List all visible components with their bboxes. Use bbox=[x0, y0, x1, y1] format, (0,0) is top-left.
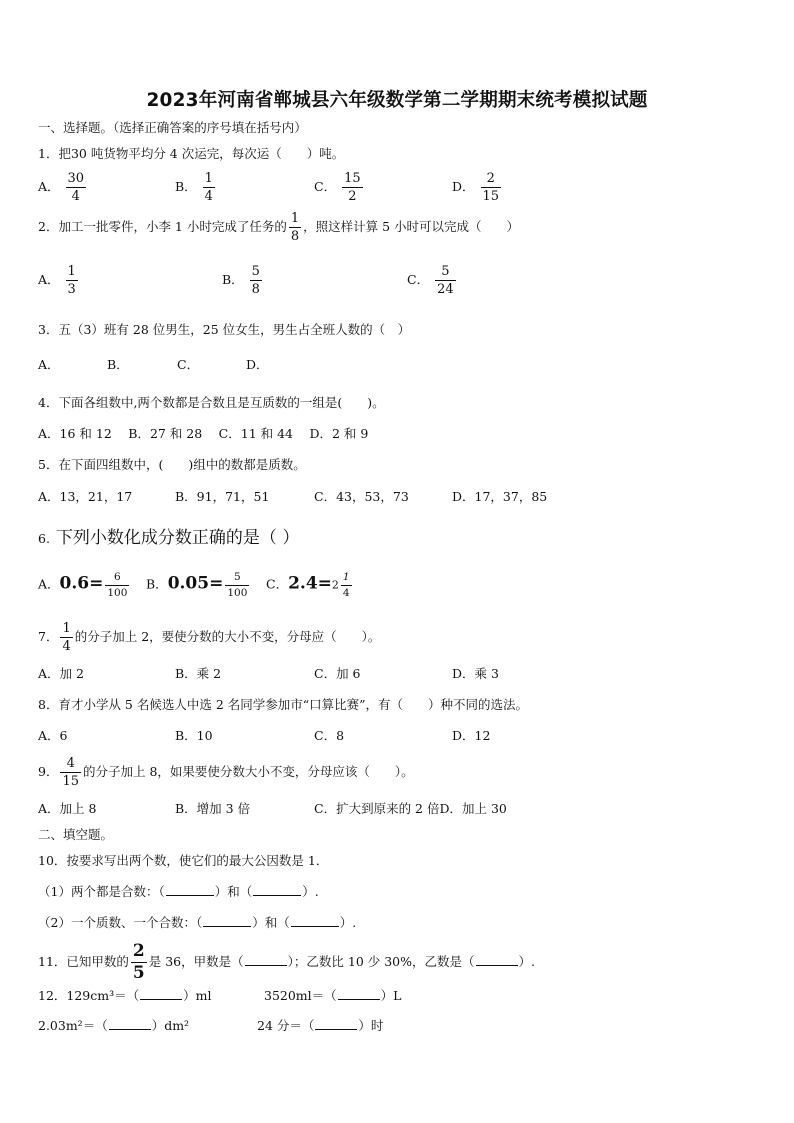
q1-option-c[interactable]: C． $\frac{15}{2}$ bbox=[314, 171, 361, 204]
answer-blank[interactable] bbox=[315, 1018, 357, 1030]
answer-blank[interactable] bbox=[476, 954, 518, 966]
q6-option-a[interactable]: A．0.6= $\frac{6}{100}$ bbox=[38, 571, 128, 599]
q9-option-b[interactable]: B．增加 3 倍 bbox=[175, 801, 251, 816]
fraction: $\frac{6}{100}$ bbox=[107, 571, 128, 599]
q6-option-b[interactable]: B．0.05= $\frac{5}{100}$ bbox=[146, 571, 248, 599]
section-heading-fill: 二、填空题。 bbox=[38, 827, 114, 842]
question-4: 4．下面各组数中,两个数都是合数且是互质数的一组是( )。 bbox=[38, 395, 385, 410]
answer-blank[interactable] bbox=[245, 954, 287, 966]
fraction: $\frac{1}{4}$ bbox=[342, 571, 350, 599]
question-7: 7． $\frac{1}{4}$ 的分子加上 2，要使分数的大小不变，分母应（ ）。 bbox=[38, 621, 381, 654]
q3-option-d[interactable]: D． bbox=[246, 357, 269, 372]
question-8: 8．育才小学从 5 名候选人中选 2 名同学参加市“口算比赛”，有（ ）种不同的选法。 bbox=[38, 697, 529, 712]
q5-option-b[interactable]: B．91，71，51 bbox=[175, 489, 270, 504]
answer-blank[interactable] bbox=[291, 915, 339, 927]
question-5: 5．在下面四组数中，( )组中的数都是质数。 bbox=[38, 457, 306, 472]
fraction: $\frac{1}{4}$ bbox=[204, 171, 213, 204]
q5-option-a[interactable]: A．13，21，17 bbox=[38, 489, 133, 504]
answer-blank[interactable] bbox=[166, 884, 214, 896]
question-2: 2．加工一批零件，小李 1 小时完成了任务的 $\frac{1}{8}$ ，照这样计算 5 小时可以完成（ ） bbox=[38, 211, 520, 244]
fraction: $\frac{1}{4}$ bbox=[62, 621, 71, 654]
q3-option-b[interactable]: B． bbox=[107, 357, 129, 372]
q5-option-c[interactable]: C．43，53，73 bbox=[314, 489, 409, 504]
q4-options[interactable]: A．16 和 12 B．27 和 28 C．11 和 44 D．2 和 9 bbox=[38, 426, 369, 441]
q9-option-a[interactable]: A．加上 8 bbox=[38, 801, 97, 816]
answer-blank[interactable] bbox=[109, 1018, 151, 1030]
answer-blank[interactable] bbox=[253, 884, 301, 896]
fraction: $\frac{5}{24}$ bbox=[437, 264, 454, 297]
q3-option-c[interactable]: C． bbox=[177, 357, 200, 372]
q1-option-a[interactable]: A． $\frac{30}{4}$ bbox=[38, 171, 85, 204]
fraction: $\frac{5}{100}$ bbox=[227, 571, 248, 599]
fraction: $\frac{2}{5}$ bbox=[132, 941, 145, 983]
fraction: $\frac{2}{15}$ bbox=[482, 171, 500, 204]
q7-option-a[interactable]: A．加 2 bbox=[38, 666, 84, 681]
fraction: $\frac{30}{4}$ bbox=[67, 171, 85, 204]
question-1: 1．把30 吨货物平均分 4 次运完，每次运（ ）吨。 bbox=[38, 146, 345, 161]
q3-option-a[interactable]: A． bbox=[38, 357, 60, 372]
q9-option-cd[interactable]: C．扩大到原来的 2 倍D．加上 30 bbox=[314, 801, 507, 816]
q2-option-c[interactable]: C． $\frac{5}{24}$ bbox=[407, 264, 454, 297]
fraction: $\frac{15}{2}$ bbox=[344, 171, 361, 204]
q8-option-b[interactable]: B．10 bbox=[175, 728, 213, 743]
q1-option-b[interactable]: B． $\frac{1}{4}$ bbox=[175, 171, 213, 204]
q2-option-b[interactable]: B． $\frac{5}{8}$ bbox=[222, 264, 260, 297]
question-12-b: 3520ml＝（ ）L bbox=[264, 988, 402, 1003]
q7-option-c[interactable]: C．加 6 bbox=[314, 666, 361, 681]
q7-option-b[interactable]: B．乘 2 bbox=[175, 666, 222, 681]
question-3: 3．五（3）班有 28 位男生，25 位女生，男生占全班人数的（ ） bbox=[38, 322, 411, 337]
question-10: 10．按要求写出两个数，使它们的最大公因数是 1． bbox=[38, 853, 329, 868]
q1-option-d[interactable]: D． $\frac{2}{15}$ bbox=[452, 171, 500, 204]
fraction: $\frac{1}{3}$ bbox=[67, 264, 76, 297]
q8-option-a[interactable]: A．6 bbox=[38, 728, 68, 743]
q7-option-d[interactable]: D．乘 3 bbox=[452, 666, 499, 681]
fraction: $\frac{4}{15}$ bbox=[62, 756, 79, 789]
q8-option-c[interactable]: C．8 bbox=[314, 728, 345, 743]
answer-blank[interactable] bbox=[203, 915, 251, 927]
question-12-d: 24 分＝（ ）时 bbox=[257, 1018, 384, 1033]
fraction: $\frac{1}{8}$ bbox=[290, 211, 300, 244]
question-10-part-2: （2）一个质数、一个合数：（ ）和（ ）. bbox=[38, 915, 357, 930]
page-title: 2023年河南省郸城县六年级数学第二学期期末统考模拟试题 bbox=[146, 90, 648, 111]
question-9: 9． $\frac{4}{15}$ 的分子加上 8，如果要使分数大小不变，分母应该（ ）。 bbox=[38, 756, 414, 789]
q5-option-d[interactable]: D．17，37，85 bbox=[452, 489, 548, 504]
q2-option-a[interactable]: A． $\frac{1}{3}$ bbox=[38, 264, 76, 297]
question-6: 6. 下列小数化成分数正确的是（ ） bbox=[38, 528, 300, 548]
answer-blank[interactable] bbox=[140, 988, 182, 1000]
question-11: 11．已知甲数的 $\frac{2}{5}$ 是 36，甲数是（ ）；乙数比 10 少 30%，乙数是（ ）. bbox=[38, 941, 535, 983]
question-12-a: 12．129cm³＝（ ）ml bbox=[38, 988, 212, 1003]
q8-option-d[interactable]: D．12 bbox=[452, 728, 491, 743]
answer-blank[interactable] bbox=[338, 988, 380, 1000]
section-heading-choice: 一、选择题。（选择正确答案的序号填在括号内） bbox=[38, 120, 307, 135]
question-12-c: 2.03m²＝（ ）dm² bbox=[38, 1018, 190, 1033]
q6-option-c[interactable]: C．2.4=2 $\frac{1}{4}$ bbox=[266, 571, 350, 599]
fraction: $\frac{5}{8}$ bbox=[251, 264, 260, 297]
question-10-part-1: （1）两个都是合数：（ ）和（ ）. bbox=[38, 884, 319, 899]
